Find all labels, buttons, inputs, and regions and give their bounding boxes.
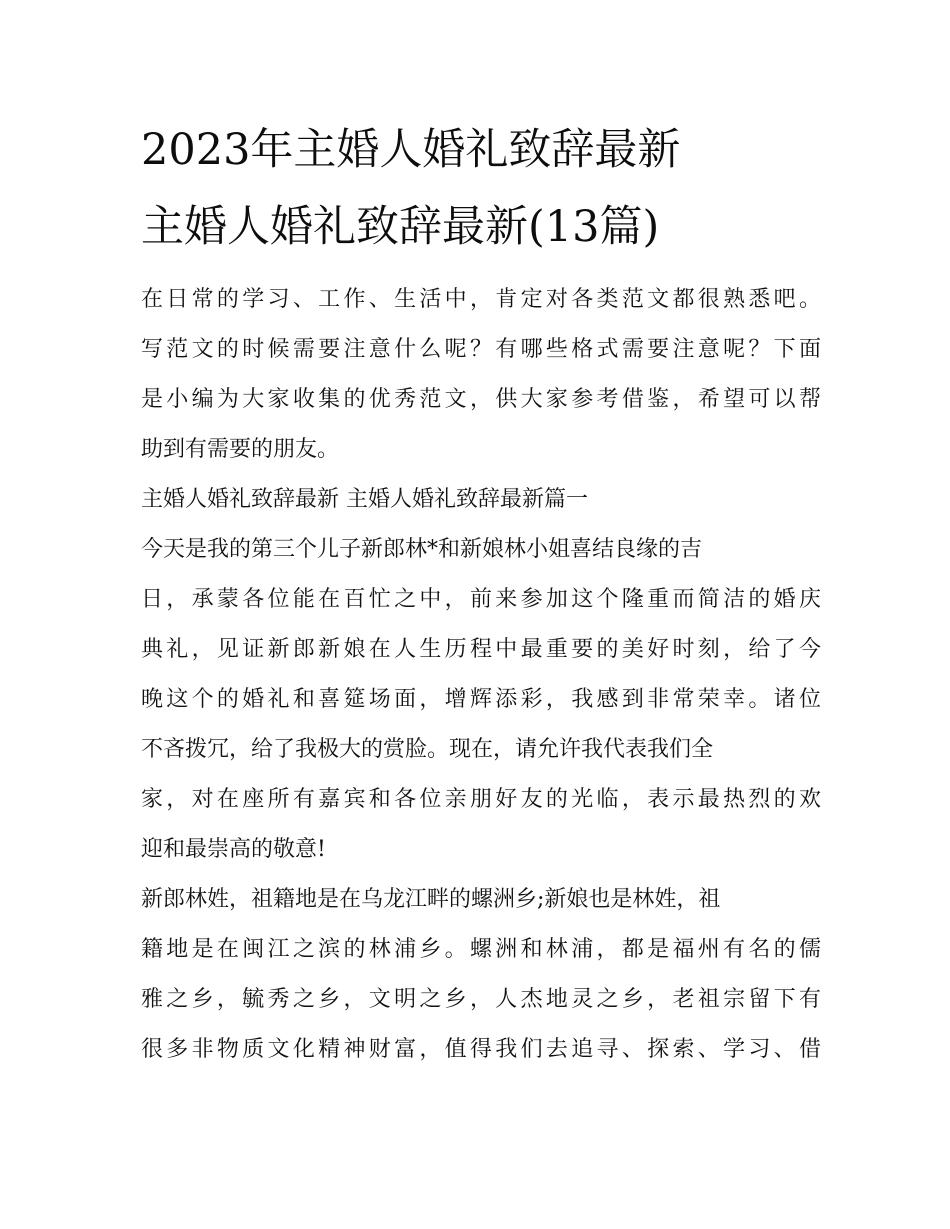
text-line: 主婚人婚礼致辞最新 主婚人婚礼致辞最新篇一 (141, 487, 588, 512)
paragraph-origins (141, 875, 821, 1075)
text-line: 晚这个的婚礼和喜筵场面，增辉添彩，我感到非常荣幸。诸位 (141, 687, 821, 712)
text-line: 日，承蒙各位能在百忙之中，前来参加这个隆重而简洁的婚庆 (141, 587, 821, 612)
text-line: 是小编为大家收集的优秀范文，供大家参考借鉴，希望可以帮 (141, 387, 821, 412)
paragraph-speech-opening (141, 525, 821, 875)
document-title-line-2: 主婚人婚礼致辞最新(13篇) (141, 202, 660, 252)
text-line: 迎和最崇高的敬意! (141, 837, 326, 862)
text-line: 新郎林姓，祖籍地是在乌龙江畔的螺洲乡;新娘也是林姓，祖 (141, 887, 721, 912)
document-title-line-1: 2023年主婚人婚礼致辞最新 (141, 125, 681, 175)
text-line: 在日常的学习、工作、生活中，肯定对各类范文都很熟悉吧。 (141, 287, 821, 312)
text-line: 不吝拨冗，给了我极大的赏脸。现在，请允许我代表我们全 (141, 737, 714, 762)
text-line: 很多非物质文化精神财富，值得我们去追寻、探索、学习、借 (141, 1037, 821, 1062)
text-line: 今天是我的第三个儿子新郎林*和新娘林小姐喜结良缘的吉 (141, 537, 703, 562)
document-body (141, 275, 821, 1075)
text-line: 写范文的时候需要注意什么呢？有哪些格式需要注意呢？下面 (141, 337, 821, 362)
text-line: 籍地是在闽江之滨的林浦乡。螺洲和林浦，都是福州有名的儒 (141, 937, 821, 962)
paragraph-intro (141, 275, 821, 475)
text-line: 雅之乡，毓秀之乡，文明之乡，人杰地灵之乡，老祖宗留下有 (141, 987, 821, 1012)
text-line: 典礼，见证新郎新娘在人生历程中最重要的美好时刻，给了今 (141, 637, 821, 662)
section-heading (141, 475, 821, 525)
text-line: 家，对在座所有嘉宾和各位亲朋好友的光临，表示最热烈的欢 (141, 787, 821, 812)
text-line: 助到有需要的朋友。 (141, 437, 340, 462)
